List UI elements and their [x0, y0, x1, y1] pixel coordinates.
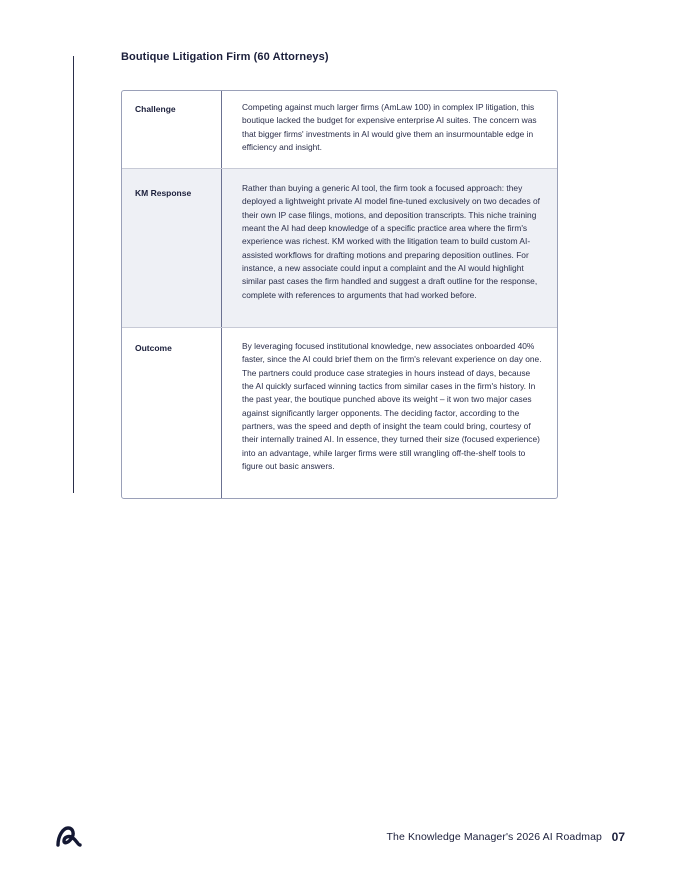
table-row-outcome — [122, 327, 557, 498]
brand-logo-icon — [55, 824, 83, 848]
left-margin-rule — [73, 56, 74, 493]
row-text: Competing against much larger firms (AmLaw 100) in complex IP litigation, this boutique lacked the budget for expensive enterprise AI suites. The concern was that bigger firms' investments in AI would give them an insurmountable edge in efficiency and insight. — [242, 102, 537, 153]
row-label: Challenge — [122, 91, 222, 168]
case-study-table — [121, 90, 558, 499]
footer-title: The Knowledge Manager's 2026 AI Roadmap — [386, 831, 602, 843]
table-row-km-response — [122, 168, 557, 327]
row-label: KM Response — [122, 169, 222, 327]
row-text: By leveraging focused institutional knowledge, new associates onboarded 40% faster, since the AI could brief them on the firm's relevant experience on day one. The partners could produce case strategies in hours instead of days, because the AI quickly surfaced winning tactics from similar cases in the firm's history. In the past year, the boutique punched above its weight – it won two major cases against significantly larger opponents. The deciding factor, according to the partners, was the speed and depth of insight the team could bring, courtesy of their internally trained AI. In essence, they turned their size (focused experience) into an advantage, while larger firms were still wrangling off-the-shelf tools to figure out basic answers. — [242, 341, 542, 472]
section-title: Boutique Litigation Firm (60 Attorneys) — [121, 51, 329, 63]
row-label: Outcome — [122, 328, 222, 498]
table-row-challenge — [122, 91, 557, 168]
row-text: Rather than buying a generic AI tool, the firm took a focused approach: they deployed a lightweight private AI model fine-tuned exclusively on two decades of their own IP case filings, motions, and deposition transcripts. This niche training meant the AI had deep knowledge of a specific practice area where the firm's experience was richest. KM worked with the litigation team to build custom AI-assisted workflows for drafting motions and preparing deposition outlines. For instance, a new associate could input a complaint and the AI would highlight similar past cases the firm handled and suggest a draft outline for the response, complete with references to arguments that had worked before. — [242, 183, 540, 300]
page-number: 07 — [611, 830, 625, 844]
